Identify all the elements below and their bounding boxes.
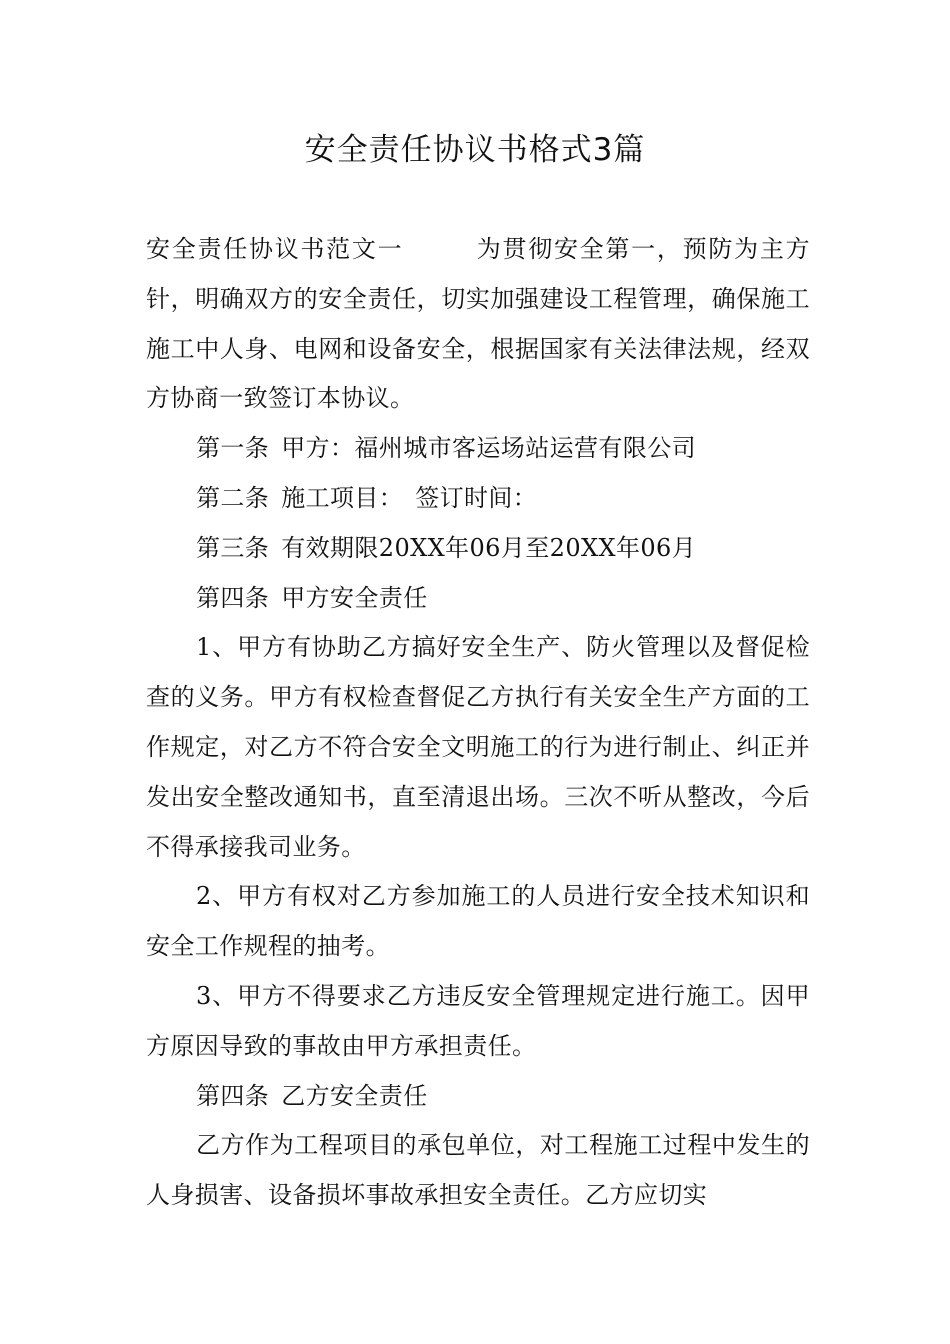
- article-4b-text: 乙方安全责任: [281, 1081, 428, 1110]
- document-title: 安全责任协议书格式3篇: [304, 132, 646, 168]
- article-4a-label: 第四条: [196, 583, 270, 612]
- clause-4: 乙方作为工程项目的承包单位，对工程施工过程中发生的人身损害、设备损坏事故承担安全责任。乙方应切实: [146, 1131, 810, 1210]
- article-2: [146, 474, 810, 524]
- document-body: [146, 225, 810, 1221]
- article-3: [146, 524, 810, 574]
- clause-1: 1、甲方有协助乙方搞好安全生产、防火管理以及督促检查的义务。甲方有权检查督促乙方执行有关安全生产方面的工作规定，对乙方不符合安全文明施工的行为进行制止、纠正并发出安全整改通知书，直至清退出场。三次不听从整改，今后不得承接我司业务。: [146, 633, 810, 861]
- article-1-text: 甲方：福州城市客运场站运营有限公司: [281, 434, 697, 463]
- article-4a-text: 甲方安全责任: [281, 583, 428, 612]
- article-4a: [146, 574, 810, 624]
- article-2-label: 第二条: [196, 483, 270, 512]
- clause-2: 2、甲方有权对乙方参加施工的人员进行安全技术知识和安全工作规程的抽考。: [146, 882, 810, 961]
- article-2-text: 施工项目：: [281, 483, 404, 512]
- article-2-extra: 签订时间：: [415, 483, 538, 512]
- article-1-label: 第一条: [196, 434, 270, 463]
- article-4b: [146, 1072, 810, 1122]
- article-3-text: 有效期限20XX年06月至20XX年06月: [281, 533, 697, 562]
- intro-text: 为贯彻安全第一，预防为主方针，明确双方的安全责任，切实加强建设工程管理，确保施工施工中人身、电网和设备安全，根据国家有关法律法规，经双方协商一致签订本协议。: [146, 235, 810, 413]
- clause-3: 3、甲方不得要求乙方违反安全管理规定进行施工。因甲方原因导致的事故由甲方承担责任。: [146, 981, 810, 1060]
- article-4b-label: 第四条: [196, 1081, 270, 1110]
- article-3-label: 第三条: [196, 533, 270, 562]
- intro-heading: 安全责任协议书范文一: [146, 235, 404, 263]
- article-1: [146, 424, 810, 474]
- intro-paragraph: [146, 225, 810, 424]
